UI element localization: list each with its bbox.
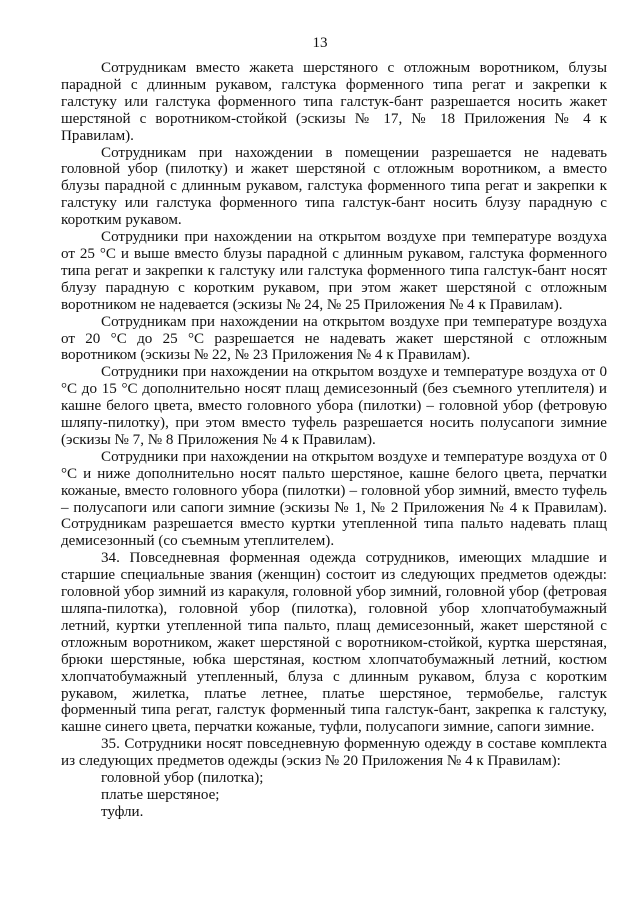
paragraph-34: 34. Повседневная форменная одежда сотрудников, имеющих младшие и старшие специальные звания (женщин) состоит из следующих предметов одежды: головной убор зимний из каракуля, головной убор зимний, головной убор (фетровая шляпа-пилотка), головной убор (пилотка), головной убор хлопчатобумажный летний, куртки утепленной типа пальто, плащ демисезонный, жакет шерстяной с отложным воротником, жакет шерстяной с воротником-стойкой, куртка шерстяная, брюки шерстяные, юбка шерстяная, костюм хлопчатобумажный летний, костюм хлопчатобумажный утепленный, блуза с длинным рукавом, блуза с коротким рукавом, жилетка, платье летнее, платье шерстяное, термобелье, галстук форменный типа регат, галстук форменный типа галстук-бант, закрепка к галстуку, кашне синего цвета, перчатки кожаные, туфли, полусапоги зимние, сапоги зимние. bbox=[61, 550, 607, 736]
list-item: головной убор (пилотка); bbox=[101, 770, 264, 787]
paragraph: Сотрудникам при нахождении на открытом воздухе при температуре воздуха от 20 °С до 25 °С разрешается не надевать жакет шерстяной с отложным воротником (эскизы № 22, № 23 Приложения № 4 к Правилам). bbox=[61, 313, 607, 364]
page-number: 13 bbox=[312, 35, 328, 51]
paragraph: Сотрудники при нахождении на открытом воздухе и температуре воздуха от 0 °С и ниже дополнительно носят пальто шерстяное, кашне белого цвета, перчатки кожаные, вместо головного убора (пилотки) – головной убор зимний, вместо туфель – полусапоги или сапоги зимние (эскизы № 1, № 2 Приложения № 4 к Правилам). Сотрудникам разрешается вместо куртки утепленной типа пальто надевать плащ демисезонный (со съемным утеплителем). bbox=[61, 448, 607, 550]
document-body bbox=[61, 60, 607, 821]
paragraph: Сотрудникам вместо жакета шерстяного с отложным воротником, блузы парадной с длинным рукавом, галстука форменного типа регат и закрепки к галстуку или галстука форменного типа галстук-бант разрешается носить жакет шерстяной с воротником-стойкой (эскизы № 17, № 18 Приложения № 4 к Правилам). bbox=[61, 60, 607, 144]
paragraph-35: 35. Сотрудники носят повседневную форменную одежду в составе комплекта из следующих предметов одежды (эскиз № 20 Приложения № 4 к Правилам): bbox=[61, 736, 607, 770]
paragraph: Сотрудники при нахождении на открытом воздухе при температуре воздуха от 25 °С и выше вместо блузы парадной с длинным рукавом, галстука форменного типа регат и закрепки к галстуку или галстука форменного типа галстук-бант носят блузу парадную с коротким рукавом, при этом жакет шерстяной с отложным воротником не надевается (эскизы № 24, № 25 Приложения № 4 к Правилам). bbox=[61, 229, 607, 313]
list-item: платье шерстяное; bbox=[101, 786, 220, 803]
paragraph: Сотрудники при нахождении на открытом воздухе и температуре воздуха от 0 °С до 15 °С дополнительно носят плащ демисезонный (без съемного утеплителя) и кашне белого цвета, вместо головного убора (пилотки) – головной убор (фетровую шляпу-пилотку), при этом вместо туфель разрешается носить полусапоги зимние (эскизы № 7, № 8 Приложения № 4 к Правилам). bbox=[61, 364, 607, 448]
paragraph: Сотрудникам при нахождении в помещении разрешается не надевать головной убор (пилотку) и жакет шерстяной с отложным воротником, а вместо блузы парадной с длинным рукавом, галстука форменного типа регат и закрепки к галстуку или галстука форменного типа галстук-бант носить блузу парадную с коротким рукавом. bbox=[61, 144, 607, 229]
list-item: туфли. bbox=[101, 803, 144, 820]
